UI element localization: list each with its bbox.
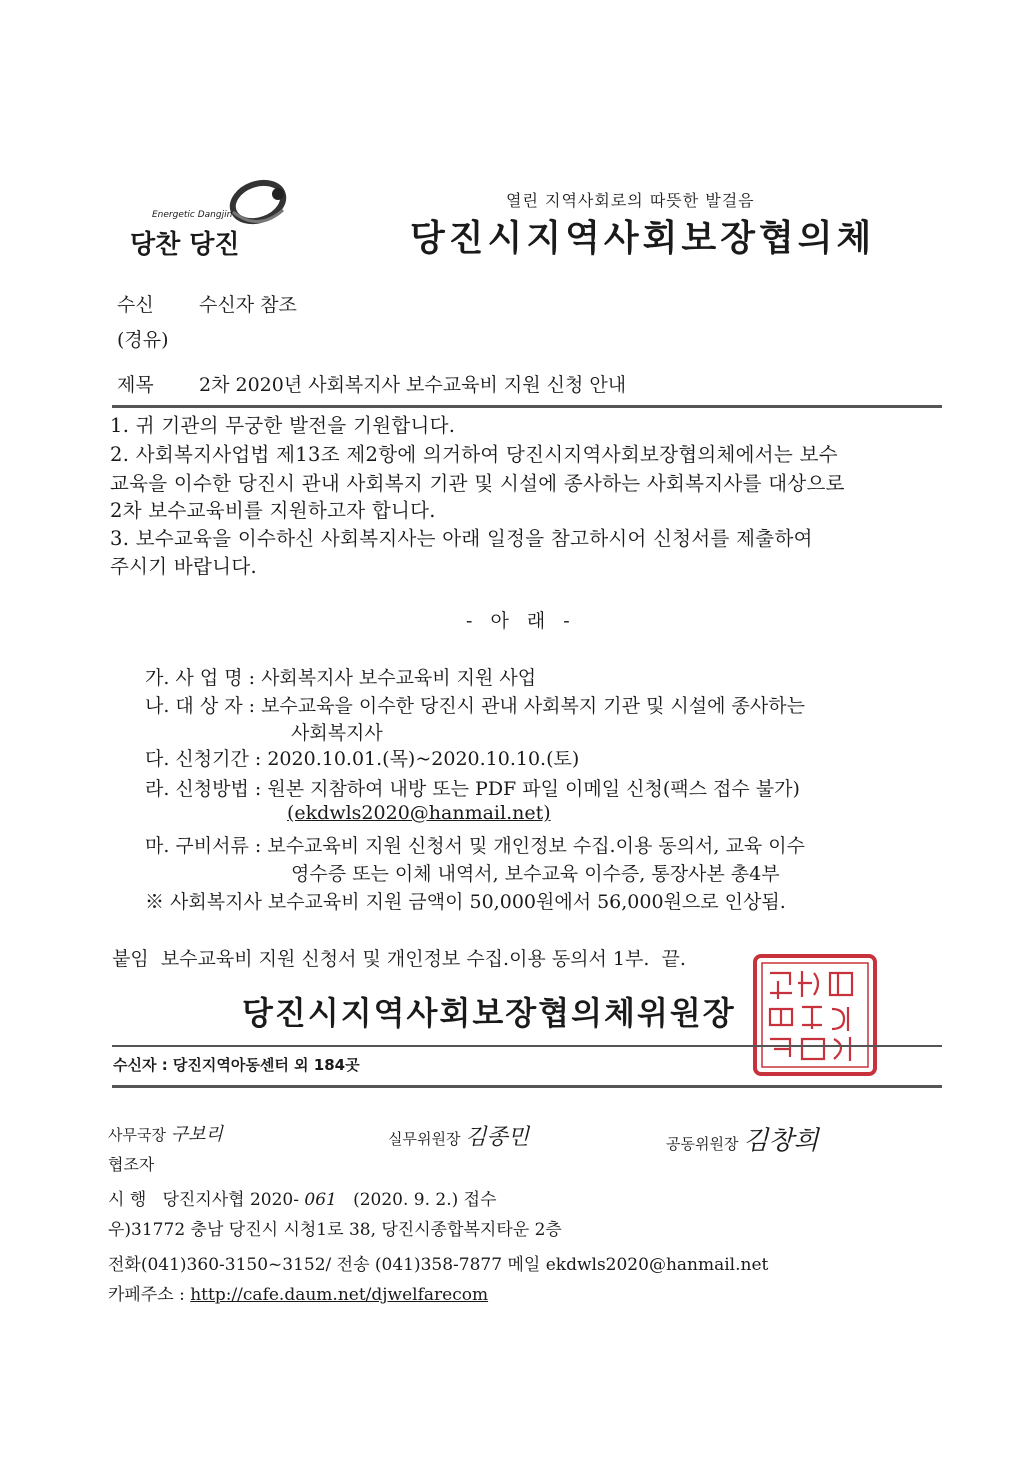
recipient-row [117, 290, 297, 317]
signature-working-chair [388, 1120, 529, 1151]
recipient-label: 수신 [117, 294, 154, 316]
org-logo [118, 172, 298, 262]
item-key: 다. 신청기간 : [145, 748, 262, 770]
signature-secretary [108, 1120, 223, 1146]
handwritten-signature: 김창희 [743, 1126, 819, 1156]
paragraph-1: 1. 귀 기관의 무궁한 발전을 기원합니다. [110, 414, 456, 437]
list-item [145, 774, 800, 801]
contact-info: 전화(041)360-3150~3152/ 전송 (041)358-7877 메일 ekdwls2020@hanmail.net [108, 1255, 769, 1275]
enforcement-prefix: 당진지사협 2020- [162, 1190, 299, 1210]
paragraph-3-line-2: 주시기 바랍니다. [110, 555, 257, 578]
subject-row [117, 370, 626, 397]
email-link[interactable] [287, 802, 551, 824]
closing-title: 당진시지역사회보장협의체위원장 [242, 994, 736, 1032]
attachment-text: 보수교육비 지원 신청서 및 개인정보 수집.이용 동의서 1부. [160, 948, 650, 970]
item-key: 가. 사 업 명 : [145, 667, 256, 689]
logo-text-ko: 당찬 당진 [130, 230, 240, 260]
email-text[interactable]: (ekdwls2020@hanmail.net) [287, 802, 551, 824]
item-key: 마. 구비서류 : [145, 835, 262, 857]
signature-co-chair [666, 1120, 819, 1157]
logo-text-en: Energetic Dangjin [152, 210, 233, 220]
attachment-row [112, 944, 686, 971]
org-title: 당진시지역사회보장협의체 [410, 218, 876, 259]
item-value: 2020.10.01.(목)~2020.10.10.(토) [267, 748, 580, 770]
list-item [145, 744, 579, 771]
subject-divider [112, 405, 942, 408]
official-seal [752, 953, 878, 1077]
cafe-link[interactable]: http://cafe.daum.net/djwelfarecom [190, 1285, 489, 1305]
note: ※ 사회복지사 보수교육비 지원 금액이 50,000원에서 56,000원으로 인상됨. [145, 891, 786, 913]
attachment-end: 끝. [661, 948, 686, 970]
item-value: 사회복지사 보수교육비 지원 사업 [261, 667, 537, 689]
recipient-value: 수신자 참조 [199, 294, 297, 316]
enforcement-date: (2020. 9. 2.) 접수 [353, 1190, 497, 1210]
item-value: 보수교육비 지원 신청서 및 개인정보 수집.이용 동의서, 교육 이수 [267, 835, 805, 857]
recipients-divider-bottom [112, 1085, 942, 1088]
enforcement-number: 061 [304, 1190, 337, 1210]
handwritten-signature: 김종민 [465, 1125, 529, 1150]
list-item [145, 691, 805, 718]
item-value: 원본 지참하여 내방 또는 PDF 파일 이메일 신청(팩스 접수 불가) [267, 778, 800, 800]
item-value-cont: 영수증 또는 이체 내역서, 보수교육 이수증, 통장사본 총4부 [291, 863, 780, 885]
handwritten-signature: 구보리 [170, 1124, 223, 1145]
paragraph-3-line-1: 3. 보수교육을 이수하신 사회복지사는 아래 일정을 참고하시어 신청서를 제출하여 [110, 527, 813, 550]
list-item [145, 831, 805, 858]
item-value-cont: 사회복지사 [291, 722, 383, 744]
org-motto: 열린 지역사회로의 따뜻한 발걸음 [506, 191, 755, 210]
recipients-list: 수신자 : 당진지역아동센터 외 184곳 [113, 1056, 360, 1074]
subject-value: 2차 2020년 사회복지사 보수교육비 지원 신청 안내 [199, 374, 627, 396]
signature-label: 실무위원장 [388, 1130, 461, 1148]
signature-label: 공동위원장 [666, 1135, 739, 1153]
enforcement-row [108, 1185, 497, 1210]
via-label: (경유) [117, 329, 169, 351]
subject-label: 제목 [117, 374, 154, 396]
item-key: 나. 대 상 자 : [145, 695, 256, 717]
cafe-row [108, 1280, 488, 1305]
paragraph-2-line-1: 2. 사회복지사업법 제13조 제2항에 의거하여 당진시지역사회보장협의체에서는 보수 [110, 443, 838, 466]
cafe-label: 카페주소 : [108, 1285, 185, 1305]
attachment-label: 붙임 [112, 948, 149, 970]
item-value: 보수교육을 이수한 당진시 관내 사회복지 기관 및 시설에 종사하는 [261, 695, 805, 717]
recipients-divider-top [112, 1045, 942, 1047]
signature-label: 사무국장 [108, 1126, 166, 1144]
enforcement-label: 시 행 [108, 1190, 147, 1210]
paragraph-2-line-3: 2차 보수교육비를 지원하고자 합니다. [110, 499, 436, 522]
seal-stamp-icon [752, 953, 878, 1077]
paragraph-2-line-2: 교육을 이수한 당진시 관내 사회복지 기관 및 시설에 종사하는 사회복지사를 대상으로 [110, 472, 845, 495]
cooperator-label: 협조자 [108, 1155, 155, 1174]
list-item [145, 663, 536, 690]
item-key: 라. 신청방법 : [145, 778, 262, 800]
address: 우)31772 충남 당진시 시청1로 38, 당진시종합복지타운 2층 [108, 1220, 562, 1240]
section-heading: - 아 래 - [466, 610, 576, 632]
